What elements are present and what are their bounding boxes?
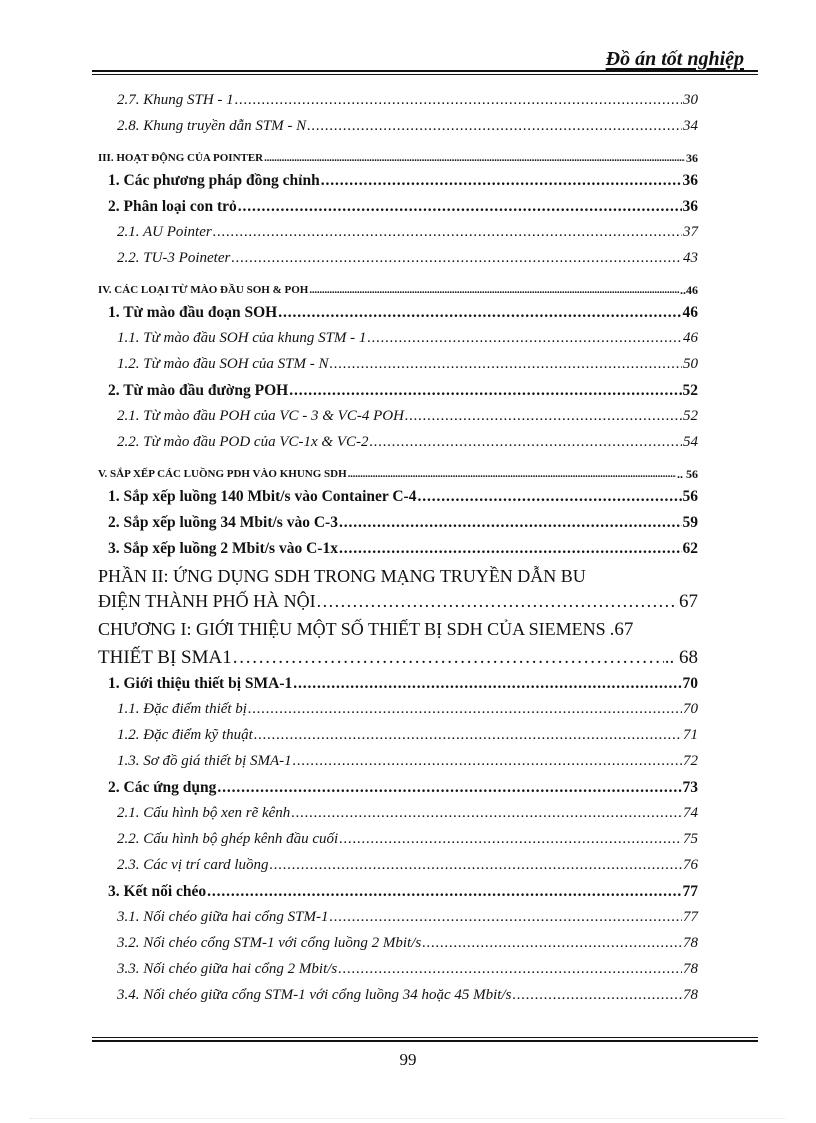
dot-leader [422, 935, 682, 952]
toc-entry-label: 3.1. Nối chéo giữa hai cổng STM-1 [117, 909, 329, 925]
dot-leader [207, 883, 681, 901]
toc-entry-page: 71 [683, 727, 698, 743]
toc-entry-label: 2. Các ứng dụng [108, 779, 217, 796]
toc-entry-page: 43 [683, 250, 698, 266]
toc-entry-page: 36 [686, 150, 698, 165]
toc-entry-label: 1.2. Từ mào đầu SOH của STM - N [117, 356, 329, 372]
toc-entry[interactable] [0, 779, 816, 805]
dot-leader [233, 647, 664, 669]
device-heading[interactable] [0, 647, 816, 675]
toc-entry[interactable] [0, 224, 816, 250]
toc-entry[interactable] [0, 883, 816, 909]
toc-entry[interactable] [0, 727, 816, 753]
dot-leader [307, 118, 682, 135]
toc-entry[interactable] [0, 675, 816, 701]
toc-entry-label: 2.1. Từ mào đầu POH của VC - 3 & VC-4 POH [117, 408, 404, 424]
toc-entry-page: 59 [682, 514, 698, 531]
toc-entry-label: 2.1. AU Pointer [117, 224, 212, 240]
toc-entry-label: 1.3. Sơ đồ giá thiết bị SMA-1 [117, 753, 292, 769]
dot-leader [293, 675, 681, 693]
toc-entry-page: 56 [682, 488, 698, 505]
toc-entry-label: 3. Sắp xếp luồng 2 Mbit/s vào C-1x [108, 540, 338, 557]
dot-leader [213, 224, 682, 241]
toc-entry[interactable] [0, 909, 816, 935]
dot-leader [512, 987, 682, 1004]
toc-entry-label: ĐIỆN THÀNH PHỐ HÀ NỘI [98, 591, 316, 611]
dot-leader [278, 304, 681, 322]
toc-entry-label: 2.2. TU-3 Poineter [117, 250, 231, 266]
dot-leader [289, 382, 681, 400]
toc-entry-label: 2. Phân loại con trỏ [108, 198, 237, 215]
toc-entry-page: 30 [683, 92, 698, 108]
toc-entry-page: 77 [682, 883, 698, 900]
toc-entry-page: 77 [683, 909, 698, 925]
toc-entry-page: 70 [683, 701, 698, 717]
toc-entry-page: 50 [683, 356, 698, 372]
toc-entry-page: 76 [683, 857, 698, 873]
toc-entry[interactable] [0, 434, 816, 460]
toc-entry-label: 2.3. Các vị trí card luồng [117, 857, 269, 873]
toc-entry-page: 52 [683, 408, 698, 424]
toc-entry[interactable] [0, 408, 816, 434]
toc-entry-label: 1.1. Đặc điểm thiết bị [117, 701, 247, 717]
footer-rule-thick [92, 1040, 758, 1042]
toc-entry-page: 78 [683, 987, 698, 1003]
toc-entry[interactable] [0, 805, 816, 831]
dot-leader [309, 284, 679, 296]
toc-entry-page: 36 [682, 172, 698, 189]
toc-entry-label: 1.2. Đặc điểm kỹ thuật [117, 727, 253, 743]
toc-entry-label: 1. Giới thiệu thiết bị SMA-1 [108, 675, 293, 692]
toc-entry-label: 3.3. Nối chéo giữa hai cổng 2 Mbit/s [117, 961, 338, 977]
toc-entry-page: 72 [683, 753, 698, 769]
toc-entry-page: 73 [682, 779, 698, 796]
toc-entry[interactable] [0, 540, 816, 566]
toc-entry-label: 2. Sắp xếp luồng 34 Mbit/s vào C-3 [108, 514, 338, 531]
toc-entry[interactable] [0, 857, 816, 883]
dot-leader [217, 779, 681, 797]
dot-leader [370, 434, 683, 451]
toc-entry[interactable] [0, 276, 816, 304]
toc-entry-page: 62 [682, 540, 698, 557]
page-edge [30, 1118, 786, 1119]
toc-entry-page: 75 [683, 831, 698, 847]
toc-entry-page: 46 [683, 330, 698, 346]
toc-entry[interactable] [0, 514, 816, 540]
chapter-heading-page: .67 [609, 619, 634, 640]
toc-entry-label: 1. Từ mào đầu đoạn SOH [108, 304, 278, 321]
toc-entry-label: 2.1. Cấu hình bộ xen rẽ kênh [117, 805, 291, 821]
dot-leader [338, 961, 682, 978]
toc-entry[interactable] [0, 831, 816, 857]
dot-leader [293, 753, 682, 770]
toc-entry-page: 54 [683, 434, 698, 450]
toc-entry-page: 52 [682, 382, 698, 399]
toc-entry-label: 3.2. Nối chéo cổng STM-1 với cổng luồng 2 Mbit/s [117, 935, 422, 951]
chapter-heading-label: CHƯƠNG I: GIỚI THIỆU MỘT SỐ THIẾT BỊ SDH CỦA SIEMENS [98, 619, 606, 639]
toc-entry-page: .. 68 [664, 647, 698, 668]
dot-leader [417, 488, 681, 506]
toc-entry-label: V. SẮP XẾP CÁC LUỒNG PDH VÀO KHUNG SDH [98, 468, 347, 480]
toc-entry[interactable] [0, 198, 816, 224]
toc-entry[interactable] [0, 961, 816, 987]
toc-entry-label: 3.4. Nối chéo giữa cổng STM-1 với cổng luồng 34 hoặc 45 Mbit/s [117, 987, 512, 1003]
dot-leader [339, 514, 682, 532]
dot-leader [254, 727, 682, 744]
dot-leader [264, 152, 685, 164]
footer-rule-thin [92, 1037, 758, 1038]
toc-entry[interactable] [0, 250, 816, 276]
dot-leader [339, 831, 682, 848]
toc-entry-label: III. HOẠT ĐỘNG CỦA POINTER [98, 152, 264, 164]
toc-entry[interactable] [0, 987, 816, 1013]
part-heading-line1: PHẦN II: ỨNG DỤNG SDH TRONG MẠNG TRUYỀN DẪN BU [98, 566, 586, 586]
toc-entry-label: 1. Sắp xếp luồng 140 Mbit/s vào Container C-4 [108, 488, 417, 505]
dot-leader [321, 172, 682, 190]
dot-leader [405, 408, 682, 425]
toc-entry[interactable] [0, 356, 816, 382]
dot-leader [248, 701, 682, 718]
toc-entry[interactable] [0, 144, 816, 172]
toc-entry[interactable] [0, 172, 816, 198]
toc-entry-label: THIẾT BỊ SMA1 [98, 647, 232, 668]
dot-leader [231, 250, 682, 267]
toc-entry[interactable] [0, 935, 816, 961]
toc-entry-label: 3. Kết nối chéo [108, 883, 207, 900]
dot-leader [330, 356, 682, 373]
dot-leader [238, 198, 682, 216]
toc-entry-page: 37 [683, 224, 698, 240]
header-title: Đồ án tốt nghiệp [605, 48, 744, 70]
toc-entry-label: 2.2. Từ mào đầu POD của VC-1x & VC-2 [117, 434, 369, 450]
dot-leader [291, 805, 682, 822]
dot-leader [367, 330, 682, 347]
toc-entry-page: 67 [679, 591, 698, 612]
toc-entry[interactable] [0, 118, 816, 144]
toc-entry-page: .. 56 [677, 466, 698, 481]
toc-entry[interactable] [0, 382, 816, 408]
dot-leader [317, 591, 678, 612]
toc-entry[interactable] [0, 304, 816, 330]
toc-entry-label: 2.2. Cấu hình bộ ghép kênh đầu cuối [117, 831, 339, 847]
toc-entry-label: 2.8. Khung truyền dẫn STM - N [117, 118, 307, 134]
dot-leader [235, 92, 682, 109]
toc-entry-page: 34 [683, 118, 698, 134]
toc-entry-page: ..46 [680, 282, 698, 297]
part-heading-line2[interactable] [0, 591, 816, 619]
toc-entry-page: 70 [682, 675, 698, 692]
toc-entry[interactable] [0, 753, 816, 779]
dot-leader [339, 540, 682, 558]
toc-entry-label: 1. Các phương pháp đồng chỉnh [108, 172, 320, 189]
dot-leader [330, 909, 683, 926]
toc-entry[interactable] [0, 488, 816, 514]
toc-entry-page: 78 [683, 961, 698, 977]
toc-entry-page: 46 [682, 304, 698, 321]
toc-entry-label: 1.1. Từ mào đầu SOH của khung STM - 1 [117, 330, 367, 346]
toc-entry-label: 2.7. Khung STH - 1 [117, 92, 234, 108]
toc-entry[interactable] [0, 460, 816, 488]
toc-entry[interactable] [0, 330, 816, 356]
toc-entry-page: 74 [683, 805, 698, 821]
page-number: 99 [399, 1050, 417, 1069]
part-heading[interactable] [0, 566, 816, 591]
toc-entry-label: IV. CÁC LOẠI TỪ MÀO ĐẦU SOH & POH [98, 284, 309, 296]
dot-leader [270, 857, 682, 874]
toc-entry[interactable] [0, 701, 816, 727]
toc-entry-label: 2. Từ mào đầu đường POH [108, 382, 289, 399]
header-rule-thin [92, 74, 758, 75]
table-of-contents [0, 92, 816, 1013]
toc-entry[interactable] [0, 92, 816, 118]
dot-leader [348, 468, 676, 480]
chapter-heading[interactable] [0, 619, 816, 647]
header-rule-thick [92, 70, 758, 72]
toc-entry-page: 78 [683, 935, 698, 951]
toc-entry-page: 36 [682, 198, 698, 215]
